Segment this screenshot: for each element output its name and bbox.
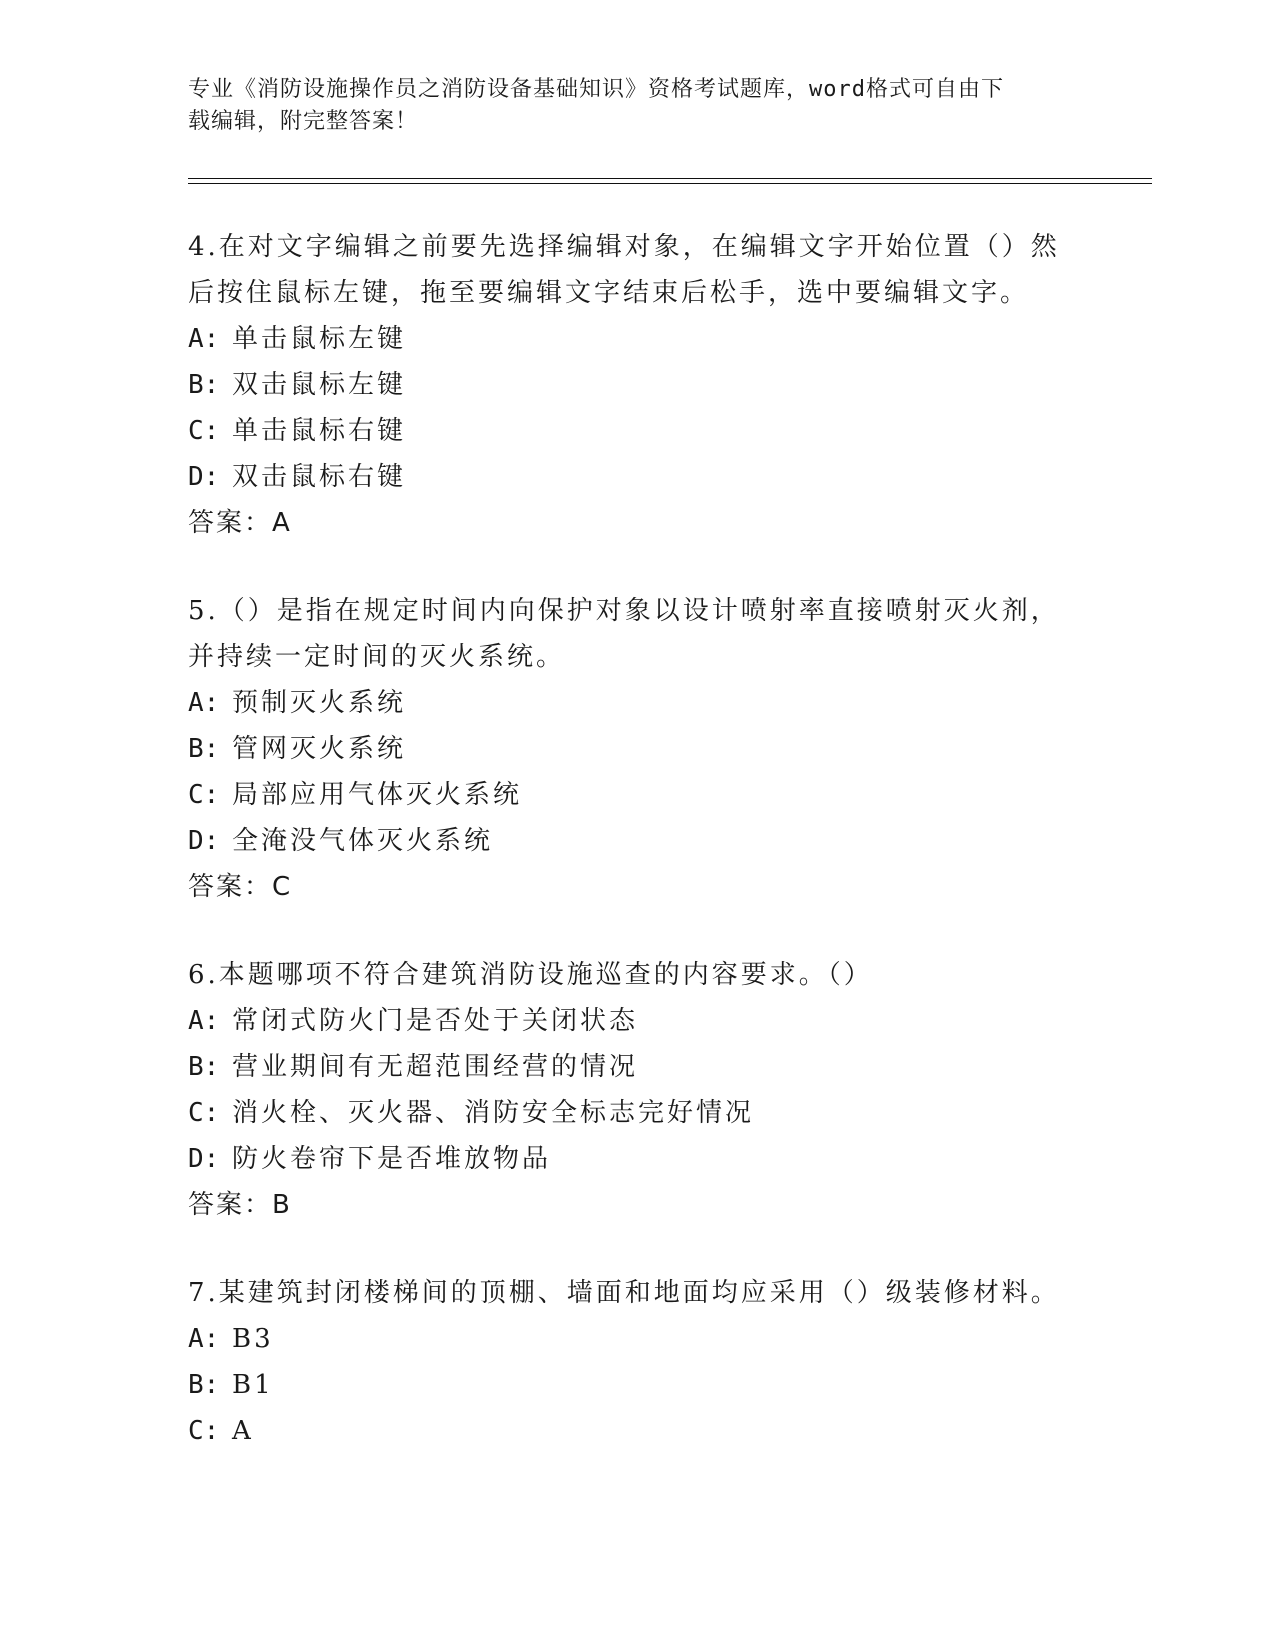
option-c [188, 408, 1088, 454]
option-text: 单击鼠标右键 [232, 416, 407, 446]
option-c [188, 1090, 1088, 1136]
option-text: 局部应用气体灭火系统 [232, 780, 523, 810]
option-text: B3 [232, 1324, 274, 1354]
option-b [188, 1044, 1088, 1090]
question-stem-line-1: 4.在对文字编辑之前要先选择编辑对象，在编辑文字开始位置（）然 [188, 232, 1060, 262]
answer-line [188, 500, 1088, 546]
option-text: 消火栓、灭火器、消防安全标志完好情况 [232, 1098, 755, 1128]
option-a [188, 680, 1088, 726]
option-text: 常闭式防火门是否处于关闭状态 [232, 1006, 639, 1036]
answer-value: A [272, 508, 290, 538]
option-key: B: [188, 370, 220, 400]
header-rule-top [188, 178, 1152, 179]
option-c [188, 772, 1088, 818]
option-key: C: [188, 416, 220, 446]
option-key: A: [188, 1324, 220, 1354]
question-5 [188, 588, 1088, 910]
option-key: A: [188, 324, 220, 354]
option-b [188, 1362, 1088, 1408]
option-a [188, 1316, 1088, 1362]
option-d [188, 454, 1088, 500]
option-text: 单击鼠标左键 [232, 324, 407, 354]
question-7 [188, 1270, 1088, 1454]
option-text: 防火卷帘下是否堆放物品 [232, 1144, 552, 1174]
answer-label: 答案： [188, 508, 273, 538]
document-header [188, 74, 1068, 138]
answer-line [188, 1182, 1088, 1228]
header-rule-bottom [188, 183, 1152, 184]
option-key: D: [188, 826, 220, 856]
option-text: 预制灭火系统 [232, 688, 407, 718]
option-a [188, 316, 1088, 362]
option-key: C: [188, 1416, 220, 1446]
answer-label: 答案： [188, 872, 273, 902]
option-text: 双击鼠标左键 [232, 370, 407, 400]
option-text: A [232, 1416, 254, 1446]
option-text: 全淹没气体灭火系统 [232, 826, 494, 856]
option-key: D: [188, 1144, 220, 1174]
option-key: A: [188, 1006, 220, 1036]
option-d [188, 1136, 1088, 1182]
question-6 [188, 952, 1088, 1228]
question-stem [188, 588, 1088, 680]
option-text: 双击鼠标右键 [232, 462, 407, 492]
answer-line [188, 864, 1088, 910]
option-a [188, 998, 1088, 1044]
question-stem-line-1: 5.（）是指在规定时间内向保护对象以设计喷射率直接喷射灭火剂， [188, 596, 1060, 626]
option-key: C: [188, 1098, 220, 1128]
option-key: A: [188, 688, 220, 718]
option-key: B: [188, 1370, 220, 1400]
header-line-1: 专业《消防设施操作员之消防设备基础知识》资格考试题库，word格式可自由下 [188, 77, 1004, 102]
answer-value: C [272, 872, 291, 902]
question-stem-line-1: 7.某建筑封闭楼梯间的顶棚、墙面和地面均应采用（）级装修材料。 [188, 1278, 1060, 1308]
question-stem-line-2: 并持续一定时间的灭火系统。 [188, 642, 566, 672]
question-4 [188, 224, 1088, 546]
question-stem [188, 1270, 1088, 1316]
option-text: 营业期间有无超范围经营的情况 [232, 1052, 639, 1082]
option-text: B1 [232, 1370, 274, 1400]
option-key: C: [188, 780, 220, 810]
option-b [188, 726, 1088, 772]
option-key: B: [188, 734, 220, 764]
option-c [188, 1408, 1088, 1454]
question-stem [188, 224, 1088, 316]
question-stem-line-1: 6.本题哪项不符合建筑消防设施巡查的内容要求。（） [188, 960, 873, 990]
option-b [188, 362, 1088, 408]
question-stem-line-2: 后按住鼠标左键，拖至要编辑文字结束后松手，选中要编辑文字。 [188, 278, 1030, 308]
option-key: B: [188, 1052, 220, 1082]
answer-label: 答案： [188, 1190, 273, 1220]
question-stem [188, 952, 1088, 998]
header-line-2: 载编辑，附完整答案！ [188, 109, 419, 134]
option-key: D: [188, 462, 220, 492]
option-d [188, 818, 1088, 864]
option-text: 管网灭火系统 [232, 734, 407, 764]
answer-value: B [272, 1190, 290, 1220]
